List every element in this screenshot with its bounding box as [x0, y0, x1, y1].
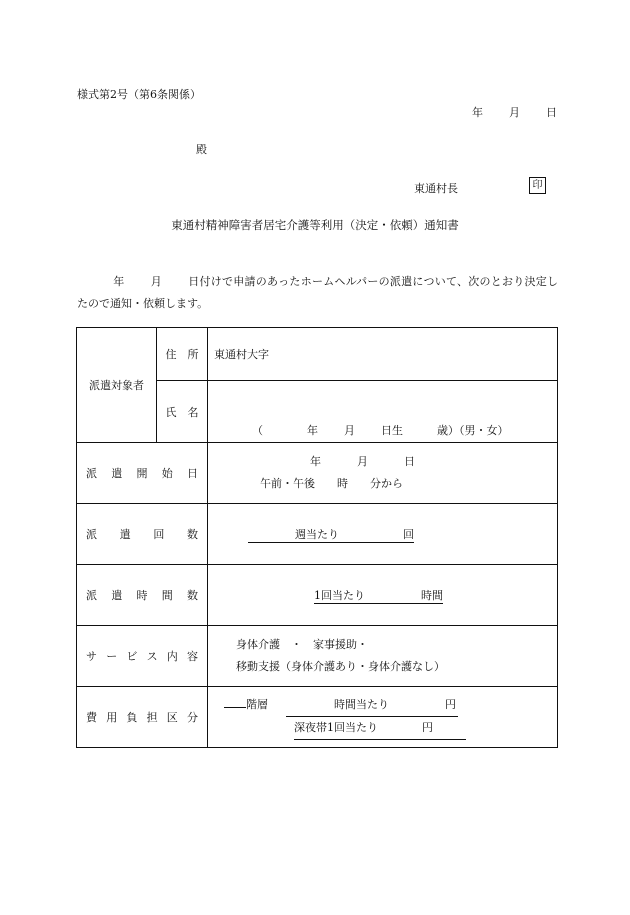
count-times: 回	[403, 527, 414, 541]
hours-value	[208, 565, 558, 626]
count-underline	[248, 526, 414, 543]
address-value: 東通村大字	[208, 328, 558, 381]
target-label: 派遣対象者	[77, 328, 157, 443]
service-line-2: 移動支援（身体介護あり・身体介護なし）	[236, 660, 445, 673]
hours-per-visit: 1回当たり	[314, 588, 365, 602]
body-paragraph	[77, 271, 558, 315]
start-ampm: 午前・午後	[260, 477, 315, 490]
cost-per-hour: 時間当たり	[334, 698, 389, 711]
birth-month: 月	[344, 424, 355, 437]
start-minute: 分から	[370, 477, 403, 490]
start-day: 日	[404, 455, 415, 468]
hours-underline	[314, 587, 443, 604]
body-text: 日付けで申請のあったホームヘルパーの派遣について、次のとおり決定したので通知・依頼します。	[77, 275, 559, 310]
date-month: 月	[509, 106, 520, 119]
table-row-service	[77, 626, 558, 687]
service-line-1: 身体介護 ・ 家事援助・	[236, 638, 368, 651]
sender-name: 東通村長	[414, 182, 458, 195]
address-label: 住 所	[157, 328, 208, 381]
start-hour: 時	[337, 477, 348, 490]
cost-night-underline	[294, 717, 466, 740]
notice-table	[76, 327, 558, 748]
name-value	[208, 381, 558, 443]
start-value	[208, 443, 558, 504]
table-row-hours	[77, 565, 558, 626]
service-value	[208, 626, 558, 687]
issue-date	[472, 104, 557, 120]
cost-night: 深夜帯1回当たり	[294, 721, 378, 734]
table-row-cost	[77, 687, 558, 748]
body-month: 月	[150, 275, 163, 288]
cost-yen-1: 円	[445, 698, 456, 711]
document-title: 東通村精神障害者居宅介護等利用（決定・依頼）通知書	[171, 218, 459, 232]
seal-stamp: 印	[529, 177, 546, 194]
cost-yen-2: 円	[422, 721, 433, 734]
date-year: 年	[472, 106, 483, 119]
addressee-suffix: 殿	[196, 143, 207, 156]
birth-year: 年	[307, 424, 318, 437]
cost-tier: 階層	[246, 698, 268, 711]
hours-label-cell: 派 遣 時 間 数	[77, 565, 208, 626]
age-gender: 歳）（男・女）	[437, 424, 509, 437]
cost-label-cell: 費 用 負 担 区 分	[77, 687, 208, 748]
cost-hour-underline	[286, 694, 458, 717]
count-per-week: 週当たり	[295, 527, 339, 541]
table-row-address	[77, 328, 558, 381]
birth-day: 日生	[381, 424, 403, 437]
count-label-cell: 派 遣 回 数	[77, 504, 208, 565]
form-number: 様式第2号（第6条関係）	[77, 88, 201, 101]
table-row-start	[77, 443, 558, 504]
name-label: 氏 名	[157, 381, 208, 443]
count-value	[208, 504, 558, 565]
body-year: 年	[113, 275, 125, 288]
start-label-cell: 派 遣 開 始 日	[77, 443, 208, 504]
start-year: 年	[310, 455, 321, 468]
tier-blank	[224, 707, 246, 708]
hours-unit: 時間	[421, 588, 443, 602]
date-day: 日	[546, 106, 557, 119]
cost-value	[208, 687, 558, 748]
name-paren-open: （	[252, 424, 263, 437]
service-label-cell: サ ー ビ ス 内 容	[77, 626, 208, 687]
table-row-count	[77, 504, 558, 565]
start-month: 月	[357, 455, 368, 468]
